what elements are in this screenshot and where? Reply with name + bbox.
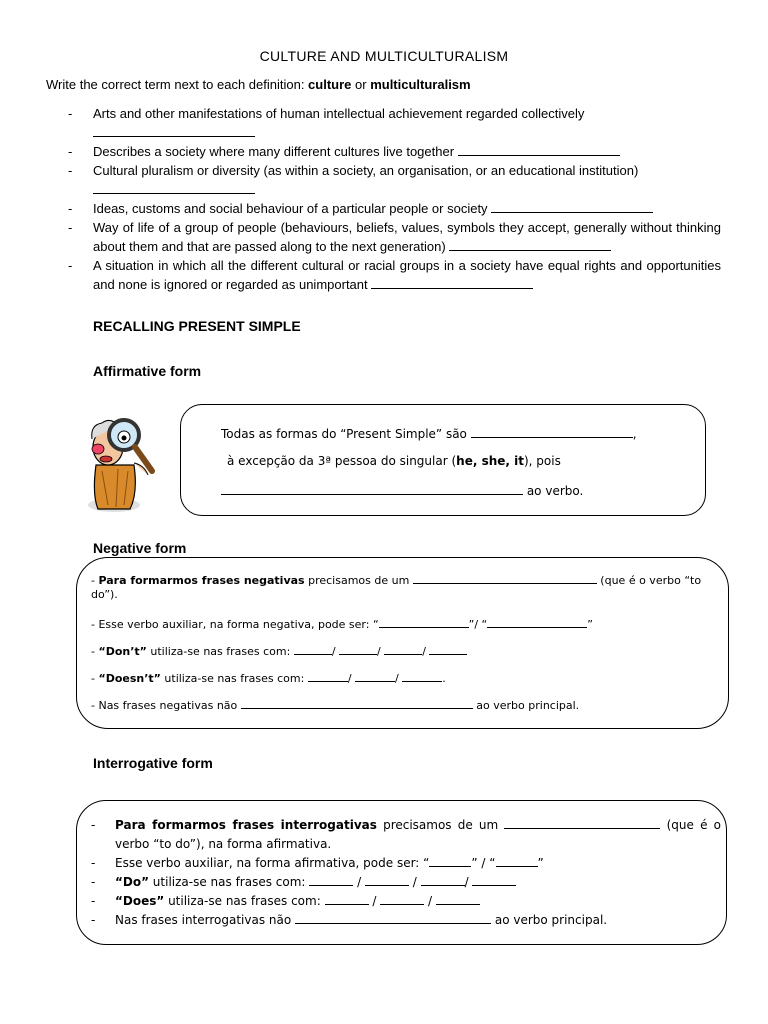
definition-text: Ideas, customs and social behaviour of a particular people or society: [93, 201, 488, 216]
negative-line-3: [91, 642, 721, 659]
answer-blank[interactable]: [379, 615, 469, 628]
negative-text: - Nas frases negativas não: [91, 699, 238, 712]
bullet-dash: -: [91, 856, 96, 870]
answer-blank[interactable]: [402, 669, 442, 682]
interrogative-item: [91, 873, 721, 892]
definitions-list: [68, 104, 721, 294]
answer-blank[interactable]: [325, 892, 369, 905]
definition-item: [68, 218, 721, 256]
definition-item: [68, 199, 721, 218]
answer-blank[interactable]: [241, 696, 473, 709]
answer-blank[interactable]: [421, 873, 465, 886]
definition-text: Way of life of a group of people (behaviours, beliefs, values, symbols they accept, generally without thinking about them and that are passed along to the next generation): [93, 220, 721, 254]
definition-item: [68, 161, 721, 199]
affirmative-text: ), pois: [523, 454, 561, 468]
definition-item: [68, 104, 721, 142]
doesnt-label: “Doesn’t”: [98, 672, 161, 685]
affirmative-line-2: [227, 454, 561, 468]
negative-text: (que é o verbo “to: [596, 574, 702, 587]
interrogative-text: ”: [537, 856, 544, 870]
slash: /: [347, 672, 356, 685]
answer-blank[interactable]: [472, 873, 516, 886]
negative-text: ”: [587, 618, 593, 631]
answer-blank[interactable]: [355, 669, 395, 682]
affirmative-text: Todas as formas do “Present Simple” são: [221, 427, 467, 441]
answer-blank[interactable]: [487, 615, 587, 628]
negative-line-5: [91, 696, 721, 713]
term-culture: culture: [308, 77, 352, 92]
slash: /: [353, 875, 365, 889]
negative-text: - Esse verbo auxiliar, na forma negativa, pode ser: “: [91, 618, 379, 631]
interrogative-item: [91, 911, 721, 930]
slash: /: [377, 645, 385, 658]
bullet-dash: -: [91, 875, 96, 889]
slash: /: [368, 894, 381, 908]
definition-text: Describes a society where many different cultures live together: [93, 144, 455, 159]
bullet-dash: -: [91, 818, 96, 832]
do-label: “Do”: [115, 875, 149, 889]
bullet-dash: -: [68, 220, 73, 235]
answer-blank[interactable]: [504, 816, 660, 829]
answer-blank[interactable]: [339, 642, 377, 655]
answer-blank[interactable]: [380, 892, 424, 905]
instructions: [46, 77, 471, 92]
interrogative-text: ” / “: [471, 856, 496, 870]
answer-blank[interactable]: [371, 276, 533, 289]
bullet-dash: -: [68, 144, 73, 159]
definition-text: Arts and other manifestations of human intellectual achievement regarded collectively: [93, 106, 585, 121]
affirmative-line-3: [221, 482, 583, 498]
affirmative-text: à excepção da 3ª pessoa do singular (: [227, 454, 457, 468]
answer-blank[interactable]: [449, 238, 611, 251]
definition-item: [68, 142, 721, 161]
answer-blank[interactable]: [93, 124, 255, 137]
answer-blank[interactable]: [308, 669, 348, 682]
slash: /: [464, 875, 473, 889]
detective-magnifier-illustration: [78, 405, 160, 515]
answer-blank[interactable]: [384, 642, 422, 655]
punctuation: ,: [632, 427, 637, 441]
negative-line-4: - “Doesn’t” utiliza-se nas frases com: / / .: [91, 669, 721, 686]
interrogative-text: ao verbo principal.: [491, 913, 608, 927]
interrogative-text: utiliza-se nas frases com:: [164, 894, 321, 908]
answer-blank[interactable]: [365, 873, 409, 886]
slash: /: [395, 672, 403, 685]
answer-blank[interactable]: [221, 482, 523, 495]
answer-blank[interactable]: [295, 911, 491, 924]
answer-blank[interactable]: [458, 143, 620, 156]
answer-blank[interactable]: [294, 642, 332, 655]
affirmative-line-1: [221, 425, 637, 441]
definition-text: A situation in which all the different cultural or racial groups in a society have equal rights and opportunities and none is ignored or regarded as unimportant: [93, 258, 721, 292]
interrogative-text: utiliza-se nas frases com:: [148, 875, 306, 889]
negative-text: precisamos de um: [304, 574, 410, 587]
negative-text: ”/ “: [468, 618, 488, 631]
interrogative-heading: Interrogative form: [93, 755, 213, 771]
interrogative-item: [91, 854, 721, 873]
affirmative-text: ao verbo.: [526, 484, 584, 498]
slash: /: [331, 645, 340, 658]
bullet-dash: -: [91, 574, 99, 587]
answer-blank[interactable]: [491, 200, 653, 213]
term-multiculturalism: multiculturalism: [370, 77, 471, 92]
interrogative-item: [91, 892, 721, 911]
does-label: “Does”: [115, 894, 165, 908]
instructions-lead: Write the correct term next to each definition:: [46, 77, 309, 92]
negative-bold-text: Para formarmos frases negativas: [98, 574, 305, 587]
instructions-or: or: [351, 77, 371, 92]
negative-text: utiliza-se nas frases com:: [160, 672, 305, 685]
pronouns: he, she, it: [456, 454, 524, 468]
answer-blank[interactable]: [471, 425, 633, 438]
answer-blank[interactable]: [93, 181, 255, 194]
definition-item: [68, 256, 721, 294]
answer-blank[interactable]: [429, 642, 467, 655]
section-heading: RECALLING PRESENT SIMPLE: [93, 318, 301, 334]
negative-heading: Negative form: [93, 540, 187, 556]
interrogative-bold-text: Para formarmos frases interrogativas: [115, 818, 377, 832]
interrogative-item: [91, 816, 721, 854]
slash: /: [424, 894, 436, 908]
dont-label: “Don’t”: [98, 645, 147, 658]
interrogative-text: Nas frases interrogativas não: [115, 913, 292, 927]
bullet-dash: -: [68, 106, 73, 121]
bullet-dash: -: [91, 645, 99, 658]
answer-blank[interactable]: [309, 873, 353, 886]
interrogative-list: [91, 816, 721, 930]
bullet-dash: -: [91, 913, 96, 927]
answer-blank[interactable]: [436, 892, 480, 905]
answer-blank[interactable]: [413, 571, 597, 584]
bullet-dash: -: [68, 163, 73, 178]
bullet-dash: -: [68, 201, 73, 216]
answer-blank[interactable]: [429, 854, 471, 867]
negative-line-2: [91, 615, 721, 632]
bullet-dash: -: [68, 258, 73, 273]
slash: /: [408, 875, 421, 889]
bullet-dash: -: [91, 672, 99, 685]
answer-blank[interactable]: [496, 854, 538, 867]
negative-line-1: [91, 571, 721, 602]
bullet-dash: -: [91, 894, 96, 908]
affirmative-heading: Affirmative form: [93, 363, 202, 379]
interrogative-text: precisamos de um: [376, 818, 499, 832]
interrogative-text: Esse verbo auxiliar, na forma afirmativa, pode ser: “: [115, 856, 430, 870]
negative-text: utiliza-se nas frases com:: [146, 645, 291, 658]
definition-text: Cultural pluralism or diversity (as within a society, an organisation, or an educational institution): [93, 163, 639, 178]
negative-text: ao verbo principal.: [472, 699, 580, 712]
negative-text: do”).: [91, 588, 118, 601]
slash: /: [422, 645, 430, 658]
page-title: CULTURE AND MULTICULTURALISM: [259, 48, 509, 64]
interrogative-text: (que é o verbo “to do”), na forma afirmativa.: [115, 818, 721, 851]
